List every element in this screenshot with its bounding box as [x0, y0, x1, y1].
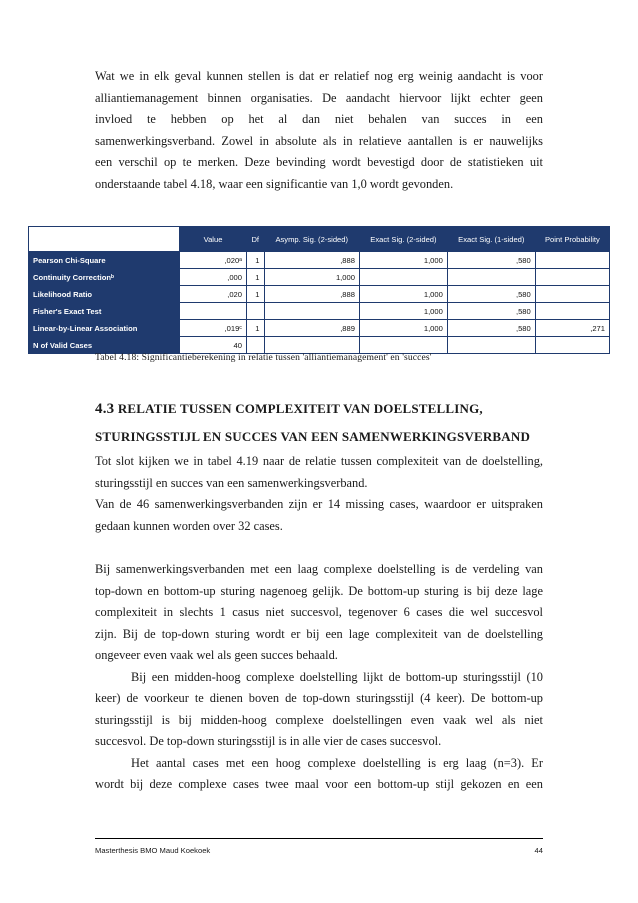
table-cell: 1,000	[359, 252, 447, 269]
column-header: Exact Sig. (1-sided)	[447, 227, 535, 252]
text-line: Tot slot kijken we in tabel 4.19 naar de relatie tussen complexiteit van de doelstelling,	[95, 454, 543, 468]
table-cell	[535, 337, 609, 354]
table-cell: ,000	[180, 269, 247, 286]
table-cell: ,019ᶜ	[180, 320, 247, 337]
table-cell: 1	[247, 252, 265, 269]
text-line: zijn. Bij de top-down sturing wordt er bij een lage complexiteit van de doelstelling	[95, 626, 543, 641]
table-corner-cell	[29, 227, 180, 252]
table-cell	[359, 337, 447, 354]
table-cell: ,580	[447, 252, 535, 269]
column-header: Df	[247, 227, 265, 252]
table-cell: ,020ᵃ	[180, 252, 247, 269]
table-cell	[180, 303, 247, 320]
text-line: ongeveer even vaak wel als geen succes behaald.	[95, 648, 338, 662]
text-line: alliantiemanagement binnen organisaties. De aandacht hiervoor lijkt echter geen	[95, 90, 543, 105]
paragraph-analysis	[95, 559, 543, 796]
text-line: wordt bij deze complexe cases twee maal voor een bottom-up stijl gekozen en een	[95, 777, 543, 791]
paragraph-cases	[95, 451, 543, 537]
table-row	[29, 337, 610, 354]
text-line: top-down en bottom-up sturing nagenoeg gelijk. De bottom-up sturing is bij deze lage	[95, 583, 543, 598]
table-cell: ,580	[447, 286, 535, 303]
table-row	[29, 269, 610, 286]
text-line: onderstaande tabel 4.18, waar een significantie van 1,0 wordt gevonden.	[95, 176, 454, 191]
table-cell	[359, 269, 447, 286]
section-title: RELATIE TUSSEN COMPLEXITEIT VAN DOELSTELLING,	[117, 401, 483, 416]
table-cell: ,580	[447, 320, 535, 337]
text-line: sturingsstijl en succes van een samenwerkingsverband.	[95, 475, 368, 490]
table-cell	[535, 252, 609, 269]
table-cell: ,889	[264, 320, 359, 337]
table-cell: ,888	[264, 252, 359, 269]
text-line: keer) de voorkeur te dienen boven de top-down sturingsstijl (4 keer). De bottom-up	[95, 691, 543, 705]
table-cell	[535, 269, 609, 286]
page-number: 44	[534, 846, 543, 855]
column-header: Asymp. Sig. (2-sided)	[264, 227, 359, 252]
table-cell: 1	[247, 286, 265, 303]
table-cell: 1,000	[359, 286, 447, 303]
table-cell: ,271	[535, 320, 609, 337]
text-line: samenwerkingsverband. Zowel in absolute als in relatieve aantallen is er nauwelijks	[95, 133, 543, 148]
table-row	[29, 303, 610, 320]
text-line: een verschil op te merken. Deze bevinding wordt bevestigd door de statistieken uit	[95, 155, 543, 169]
table-cell: ,020	[180, 286, 247, 303]
table-cell: 1,000	[359, 303, 447, 320]
text-line: Wat we in elk geval kunnen stellen is dat er relatief nog erg weinig aandacht is voor	[95, 69, 543, 83]
table-cell	[247, 303, 265, 320]
text-line: invloed te hebben op het al dan niet behalen van succes in een	[95, 112, 543, 126]
table-cell	[264, 337, 359, 354]
table-cell: 40	[180, 337, 247, 354]
table-cell: 1	[247, 320, 265, 337]
text-line: Het aantal cases met een hoog complexe doelstelling is erg laag (n=3). Er	[131, 755, 543, 770]
section-number: 4.3	[95, 401, 115, 417]
table-cell	[447, 337, 535, 354]
table-cell	[535, 303, 609, 320]
table-header-row	[29, 227, 610, 252]
table-cell: ,580	[447, 303, 535, 320]
table-cell: ,888	[264, 286, 359, 303]
table-cell	[264, 303, 359, 320]
column-header: Value	[180, 227, 247, 252]
table-cell	[247, 337, 265, 354]
significance-table	[28, 226, 610, 354]
text-line: gedaan kunnen worden over 32 cases.	[95, 518, 283, 533]
column-header: Exact Sig. (2-sided)	[359, 227, 447, 252]
table-cell: 1,000	[359, 320, 447, 337]
text-line: complexiteit in slechts 1 casus niet succesvol, tegenover 6 cases die wel succesvol	[95, 605, 543, 619]
table-caption: Tabel 4.18: Significantieberekening in relatie tussen 'alliantiemanagement' en 'succes'	[95, 352, 432, 363]
section-heading-line2: STURINGSSTIJL EN SUCCES VAN EEN SAMENWERKINGSVERBAND	[95, 429, 531, 444]
text-line: Bij samenwerkingsverbanden met een laag complexe doelstelling is de verdeling van	[95, 562, 543, 576]
table-row	[29, 252, 610, 269]
text-line: Van de 46 samenwerkingsverbanden zijn er 14 missing cases, waardoor er uitspraken	[95, 497, 543, 511]
table-row	[29, 320, 610, 337]
intro-paragraph	[95, 66, 543, 195]
row-label: N of Valid Cases	[29, 337, 180, 354]
table-cell: 1,000	[264, 269, 359, 286]
table-row	[29, 286, 610, 303]
text-line: sturingsstijl is bij midden-hoog complexe doelstellingen even vaak wel als niet	[95, 712, 543, 727]
footer-divider	[95, 838, 543, 839]
table-cell	[535, 286, 609, 303]
table-cell	[447, 269, 535, 286]
row-label: Pearson Chi-Square	[29, 252, 180, 269]
row-label: Continuity Correctionᵇ	[29, 269, 180, 286]
column-header: Point Probability	[535, 227, 609, 252]
row-label: Likelihood Ratio	[29, 286, 180, 303]
text-line: Bij een midden-hoog complexe doelstelling lijkt de bottom-up sturingsstijl (10	[131, 669, 543, 684]
row-label: Linear-by-Linear Association	[29, 320, 180, 337]
section-heading-line1	[95, 401, 483, 418]
row-label: Fisher's Exact Test	[29, 303, 180, 320]
footer-title: Masterthesis BMO Maud Koekoek	[95, 846, 211, 855]
text-line: succesvol. De top-down sturingsstijl is in alle vier de cases succesvol.	[95, 734, 442, 748]
table-cell: 1	[247, 269, 265, 286]
